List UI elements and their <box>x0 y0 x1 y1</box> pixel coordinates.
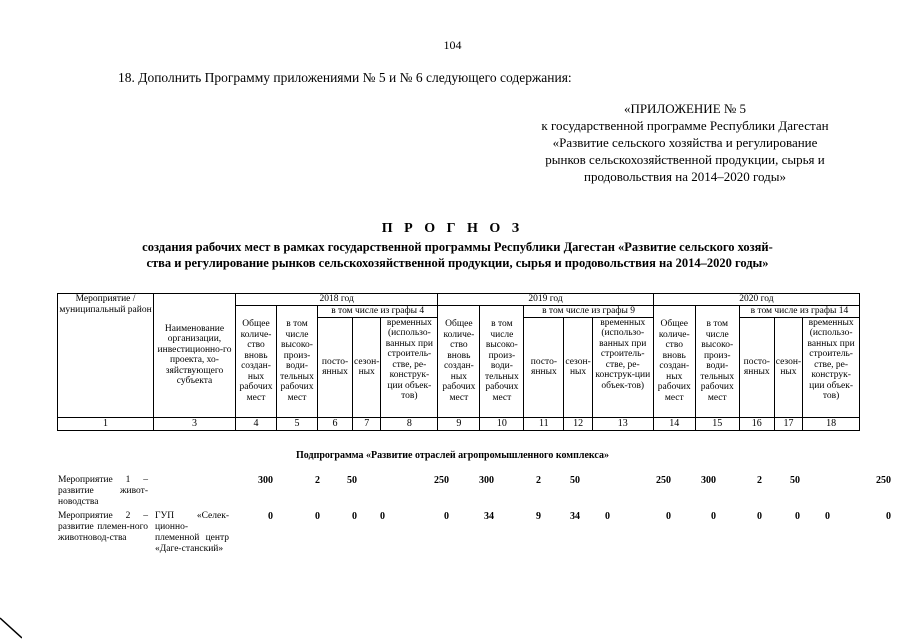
appendix-line: «Развитие сельского хозяйства и регулирование <box>552 135 818 150</box>
column-number: 3 <box>154 417 236 430</box>
value-cell: 50 <box>347 475 357 486</box>
header-year-2019: 2019 год <box>438 294 653 306</box>
value-cell: 34 <box>484 511 494 522</box>
value-cell: 0 <box>711 511 716 522</box>
value-cell: 250 <box>656 475 671 486</box>
header-total-jobs: Общее количе-ство вновь создан-ных рабочих мест <box>653 305 695 417</box>
header-temporary: временных (использо-ванных при строитель-стве, ре-конструк-ции объек-тов) <box>381 317 438 417</box>
value-cell: 2 <box>315 475 320 486</box>
row-event-label: Мероприятие 1 – развитие живот-новодства <box>58 475 148 507</box>
column-number: 8 <box>381 417 438 430</box>
value-cell: 0 <box>795 511 800 522</box>
value-cell: 0 <box>825 511 830 522</box>
appendix-block <box>505 100 865 185</box>
header-permanent: посто-янных <box>318 317 353 417</box>
header-incl-col14: в том числе из графы 14 <box>739 305 859 317</box>
header-highprod-jobs: в том числе высоко-произ-води-тельных рабочих мест <box>277 305 318 417</box>
header-year-2020: 2020 год <box>653 294 859 306</box>
column-number: 10 <box>480 417 524 430</box>
appendix-line: «ПРИЛОЖЕНИЕ № 5 <box>623 101 747 116</box>
value-cell: 300 <box>479 475 494 486</box>
document-subtitle <box>70 239 845 271</box>
column-number: 6 <box>318 417 353 430</box>
appendix-line: продовольствия на 2014–2020 годы» <box>584 169 786 184</box>
header-temporary: временных (использо-ванных при строитель-стве, ре-конструк-ции объек-тов) <box>803 317 860 417</box>
appendix-line: рынков сельскохозяйственной продукции, сырья и <box>545 152 825 167</box>
value-cell: 0 <box>444 511 449 522</box>
column-number: 5 <box>277 417 318 430</box>
subtitle-line: ства и регулирование рынков сельскохозяйственной продукции, сырья и продовольствия на 2014–2020 годы» <box>146 256 769 270</box>
value-cell: 50 <box>790 475 800 486</box>
header-seasonal: сезон-ных <box>564 317 592 417</box>
forecast-table-header <box>57 293 860 431</box>
column-number: 16 <box>739 417 774 430</box>
value-cell: 300 <box>701 475 716 486</box>
header-permanent: посто-янных <box>524 317 564 417</box>
column-number: 12 <box>564 417 592 430</box>
value-cell: 0 <box>757 511 762 522</box>
header-total-jobs: Общее количе-ство вновь создан-ных рабочих мест <box>438 305 480 417</box>
column-number: 1 <box>58 417 154 430</box>
column-number: 9 <box>438 417 480 430</box>
value-cell: 0 <box>886 511 891 522</box>
appendix-line: к государственной программе Республики Дагестан <box>541 118 829 133</box>
column-number: 11 <box>524 417 564 430</box>
document-title: П Р О Г Н О З <box>381 221 524 236</box>
value-cell: 34 <box>570 511 580 522</box>
value-cell: 0 <box>666 511 671 522</box>
column-number: 13 <box>592 417 653 430</box>
value-cell: 50 <box>570 475 580 486</box>
subtitle-line: создания рабочих мест в рамках государственной программы Республики Дагестан «Развитие сельского хозяй- <box>142 240 773 254</box>
page-number: 104 <box>443 38 462 52</box>
value-cell: 0 <box>380 511 385 522</box>
column-number: 7 <box>353 417 381 430</box>
header-organization: Наименование организации, инвестиционно-го проекта, хо-зяйствующего субъекта <box>154 294 236 418</box>
header-total-jobs: Общее количе-ство вновь создан-ных рабочих мест <box>236 305 277 417</box>
header-year-2018: 2018 год <box>236 294 438 306</box>
value-cell: 300 <box>258 475 273 486</box>
value-cell: 2 <box>536 475 541 486</box>
intro-text: 18. Дополнить Программу приложениями № 5 и № 6 следующего содержания: <box>118 70 572 85</box>
header-incl-col9: в том числе из графы 9 <box>524 305 653 317</box>
header-seasonal: сезон-ных <box>353 317 381 417</box>
subprogram-heading: Подпрограмма «Развитие отраслей агропромышленного комплекса» <box>296 450 609 461</box>
header-temporary: временных (использо-ванных при строитель-стве, ре-конструк-ции объек-тов) <box>592 317 653 417</box>
header-permanent: посто-янных <box>739 317 774 417</box>
header-seasonal: сезон-ных <box>774 317 802 417</box>
column-number: 18 <box>803 417 860 430</box>
column-number: 15 <box>695 417 739 430</box>
value-cell: 2 <box>757 475 762 486</box>
header-highprod-jobs: в том числе высоко-произ-води-тельных рабочих мест <box>695 305 739 417</box>
value-cell: 0 <box>605 511 610 522</box>
column-number: 17 <box>774 417 802 430</box>
column-number: 14 <box>653 417 695 430</box>
value-cell: 0 <box>315 511 320 522</box>
value-cell: 9 <box>536 511 541 522</box>
value-cell: 250 <box>876 475 891 486</box>
row-event-label: Мероприятие 2 – развитие племен-ного животновод-ства <box>58 511 148 543</box>
scan-edge-mark <box>0 616 22 640</box>
row-organization: ГУП «Селек-ционно-племенной центр «Даге-станский» <box>155 511 229 554</box>
value-cell: 250 <box>434 475 449 486</box>
header-incl-col4: в том числе из графы 4 <box>318 305 438 317</box>
column-number: 4 <box>236 417 277 430</box>
header-event-district: Мероприятие / муниципальный район <box>58 294 154 418</box>
value-cell: 0 <box>268 511 273 522</box>
header-highprod-jobs: в том числе высоко-произ-води-тельных рабочих мест <box>480 305 524 417</box>
value-cell: 0 <box>352 511 357 522</box>
